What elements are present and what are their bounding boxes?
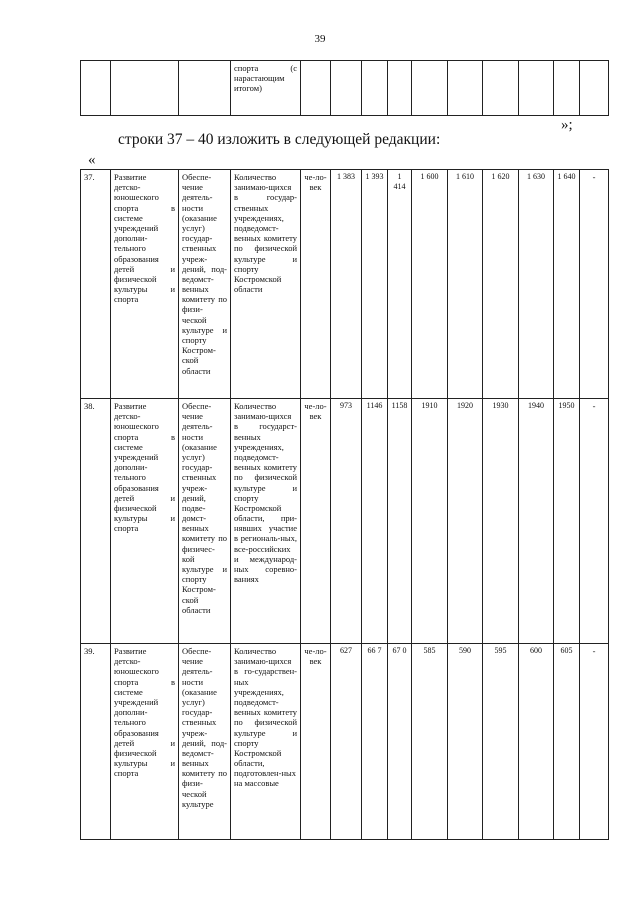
value-cell: 605: [554, 644, 580, 840]
measure-name: Обеспе-чение деятель-ности (оказание услуг) государ-ственных учреж-дений, подве-домст-венных комитету по физичес-кой культуре и спорту Костром-ской области: [179, 399, 231, 644]
row-number: 37.: [81, 170, 111, 399]
value-cell: 1950: [554, 399, 580, 644]
value-cell: 1 383: [331, 170, 362, 399]
indicator-name: Количество занимаю-щихся в государ-ственных учреждениях, подведомст-венных комитету по физической культуре и спорту Костромской области: [231, 170, 301, 399]
table-row-37: [81, 170, 609, 399]
last-value-cell: -: [580, 170, 609, 399]
cell-empty: [483, 61, 519, 116]
instruction-text: строки 37 – 40 изложить в следующей редакции:: [118, 131, 441, 148]
cell-empty: [331, 61, 362, 116]
value-cell: 595: [483, 644, 519, 840]
last-value-cell: -: [580, 399, 609, 644]
value-cell: 1146: [362, 399, 388, 644]
row-number: 39.: [81, 644, 111, 840]
row-number: 38.: [81, 399, 111, 644]
cell-indicator: спорта (с нарастающим итогом): [231, 61, 301, 116]
cell-empty: [179, 61, 231, 116]
previous-table-fragment: [80, 60, 609, 116]
value-cell: 1930: [483, 399, 519, 644]
value-cell: 67 0: [388, 644, 412, 840]
program-name: Развитие детско-юношеского спорта в системе учреждений дополни-тельного образования детей и физической культуры и спорта: [111, 644, 179, 840]
table-row-39: [81, 644, 609, 840]
cell-empty: [301, 61, 331, 116]
unit-of-measure: че-ло-век: [301, 644, 331, 840]
value-cell: 1 640: [554, 170, 580, 399]
opening-quote-mark: «: [88, 152, 96, 168]
value-cell: 1 620: [483, 170, 519, 399]
value-cell: 627: [331, 644, 362, 840]
indicators-table: [80, 169, 609, 840]
value-cell: 1 600: [412, 170, 448, 399]
cell-empty: [81, 61, 111, 116]
page-number: 39: [314, 33, 326, 45]
value-cell: 973: [331, 399, 362, 644]
cell-empty: [519, 61, 554, 116]
value-cell: 1158: [388, 399, 412, 644]
value-cell: 1 414: [388, 170, 412, 399]
indicator-name: Количество занимаю-щихся в го-сударствен-ных учреждениях, подведомст-венных комитету по физической культуре и спорту Костромской области, подготовлен-ных на массовые: [231, 644, 301, 840]
cell-empty: [111, 61, 179, 116]
value-cell: 1 393: [362, 170, 388, 399]
value-cell: 1940: [519, 399, 554, 644]
cell-empty: [580, 61, 609, 116]
value-cell: 1920: [448, 399, 483, 644]
value-cell: 1 630: [519, 170, 554, 399]
value-cell: 590: [448, 644, 483, 840]
unit-of-measure: че-ло-век: [301, 170, 331, 399]
last-value-cell: -: [580, 644, 609, 840]
unit-of-measure: че-ло-век: [301, 399, 331, 644]
indicator-name: Количество занимаю-щихся в государст-венных учреждениях, подведомст-венных комитету по физической культуре и спорту Костромской области, при-нявших участие в региональ-ных, все-российских и международ-ных соревно-ваниях: [231, 399, 301, 644]
closing-quote-mark: »;: [561, 117, 573, 133]
program-name: Развитие детско-юношеского спорта в системе учреждений дополни-тельного образования детей и физической культуры и спорта: [111, 170, 179, 399]
measure-name: Обеспе-чение деятель-ности (оказание услуг) государ-ственных учреж-дений, под-ведомст-венных комитету по физи-ческой культуре: [179, 644, 231, 840]
program-name: Развитие детско-юношеского спорта в системе учреждений дополни-тельного образования детей и физической культуры и спорта: [111, 399, 179, 644]
cell-empty: [388, 61, 412, 116]
value-cell: 1 610: [448, 170, 483, 399]
value-cell: 66 7: [362, 644, 388, 840]
value-cell: 1910: [412, 399, 448, 644]
cell-empty: [412, 61, 448, 116]
cell-empty: [362, 61, 388, 116]
table-row-38: [81, 399, 609, 644]
value-cell: 600: [519, 644, 554, 840]
cell-empty: [554, 61, 580, 116]
value-cell: 585: [412, 644, 448, 840]
cell-empty: [448, 61, 483, 116]
measure-name: Обеспе-чение деятель-ности (оказание услуг) государ-ственных учреж-дений, под-ведомст-венных комитету по физи-ческой культуре и спорту Костром-ской области: [179, 170, 231, 399]
